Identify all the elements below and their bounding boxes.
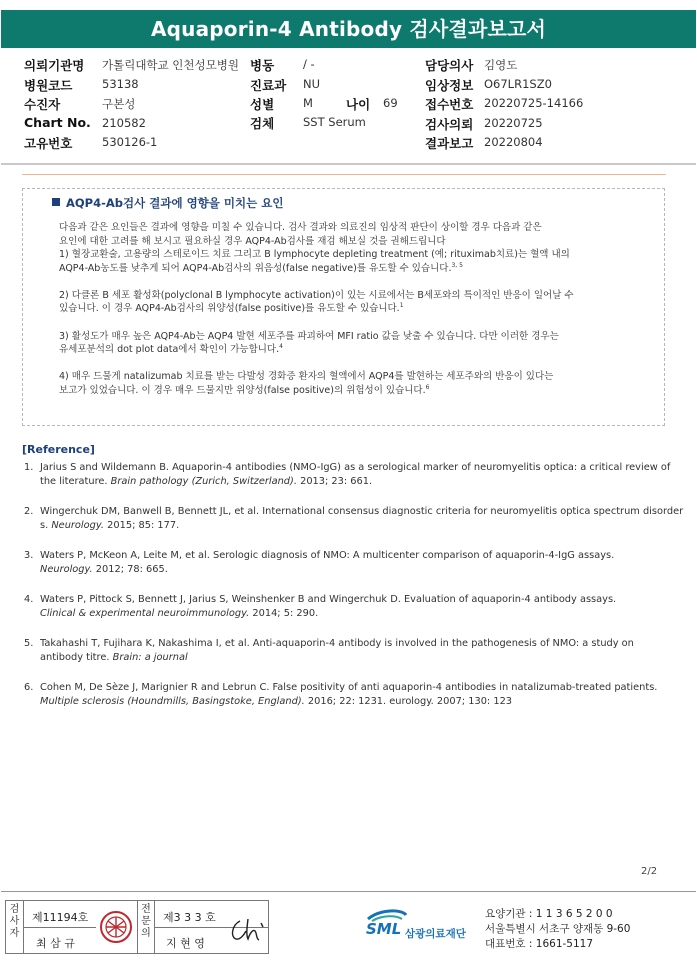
citation-superscript: 1 bbox=[399, 302, 404, 310]
specialist-label bbox=[137, 901, 155, 953]
reference-text: s. bbox=[40, 520, 52, 531]
reference-text: 2015; 85: 177. bbox=[104, 520, 180, 531]
notice-heading bbox=[48, 195, 287, 211]
reference-item bbox=[24, 549, 684, 577]
cell-divider bbox=[24, 927, 96, 928]
doctor-label: 담당의사 bbox=[425, 58, 474, 73]
notice-body bbox=[59, 221, 649, 411]
examiner-name: 최 삼 규 bbox=[36, 937, 75, 950]
footer-divider bbox=[1, 891, 696, 892]
reference-journal: Brain: a journal bbox=[112, 652, 188, 663]
reference-text: Jarius S and Wildemann B. Aquaporin-4 antibodies (NMO-IgG) as a serological marker of neuromyelitis optica: a critical review of bbox=[40, 462, 671, 473]
reference-text: Waters P, Pittock S, Bennett J, Jarius S, Weinshenker B and Wingerchuk D. Evaluation of aquaporin-4 antibody assays. bbox=[40, 594, 617, 605]
divider bbox=[1, 163, 696, 165]
clinical-label: 임상정보 bbox=[425, 78, 474, 93]
ward-label: 병동 bbox=[250, 58, 275, 73]
chart-label: Chart No. bbox=[24, 115, 91, 130]
reference-list bbox=[24, 461, 684, 725]
age-value: 69 bbox=[383, 96, 398, 110]
notice-line: 보고가 있었습니다. 이 경우 매우 드물지만 위양성(false positive)의 위험성이 있습니다. bbox=[59, 384, 426, 396]
receiver-label: 수진자 bbox=[24, 97, 61, 112]
request-label: 검사의뢰 bbox=[425, 117, 474, 132]
reference-item bbox=[24, 681, 684, 709]
reference-text: Cohen M, De Sèze J, Marignier R and Lebrun C. False positivity of anti aquaporin-4 antibodies in natalizumab-treated patients. bbox=[40, 682, 658, 693]
notice-item bbox=[59, 330, 649, 357]
patient-info bbox=[0, 56, 697, 151]
reference-journal: Clinical & experimental neuroimmunology. bbox=[40, 608, 250, 619]
dept-value: NU bbox=[303, 77, 321, 91]
receiver-value: 구본성 bbox=[102, 97, 136, 111]
notice-line: 3) 활성도가 매우 높은 AQP4-Ab는 AQP4 발현 세포주를 파괴하여 MFI ratio 값을 낮출 수 있습니다. 다만 이러한 경우는 bbox=[59, 330, 559, 342]
institution-label: 의뢰기관명 bbox=[24, 58, 85, 73]
reference-journal: Neurology. bbox=[40, 564, 93, 575]
notice-line: AQP4-Ab농도를 낮추게 되어 AQP4-Ab검사의 위음성(false negative)를 유도할 수 있습니다. bbox=[59, 262, 452, 274]
examiner-license: 제11194호 bbox=[32, 911, 89, 924]
citation-superscript: 6 bbox=[425, 383, 430, 391]
reference-number: 1. bbox=[24, 462, 34, 473]
signature-icon bbox=[226, 913, 266, 947]
specialist-label-text: 전문의 bbox=[141, 904, 151, 939]
report-title: Aquaporin-4 Antibody 검사결과보고서 bbox=[1, 10, 696, 48]
reference-item bbox=[24, 593, 684, 621]
reference-item bbox=[24, 461, 684, 489]
unique-value: 530126-1 bbox=[102, 135, 158, 149]
citation-superscript: 3, 5 bbox=[451, 261, 463, 269]
reference-text: 2012; 78: 665. bbox=[92, 564, 168, 575]
reference-text: antibody titre. bbox=[40, 652, 113, 663]
notice-item bbox=[59, 289, 649, 316]
examiner-label bbox=[6, 901, 24, 953]
reference-text: 2013; 23: 661. bbox=[296, 476, 373, 487]
notice-item bbox=[59, 370, 649, 397]
reference-number: 2. bbox=[24, 506, 34, 517]
hospital-code-label: 병원코드 bbox=[24, 78, 73, 93]
reference-journal: Brain pathology (Zurich, Switzerland). bbox=[110, 476, 297, 487]
page-number: 2/2 bbox=[641, 866, 658, 877]
notice-title-text: AQP4-Ab검사 결과에 영향을 미치는 요인 bbox=[66, 196, 284, 210]
specimen-label: 검체 bbox=[250, 116, 275, 131]
receipt-label: 접수번호 bbox=[425, 97, 474, 112]
specialist-name: 지 현 영 bbox=[166, 937, 205, 950]
notice-line: 2) 다클론 B 세포 활성화(polyclonal B lymphocyte activation)이 있는 시료에서는 B세포와의 특이적인 반응이 일어날 수 bbox=[59, 289, 574, 301]
specialist-license: 제3 3 3 호 bbox=[163, 911, 216, 924]
sex-value: M bbox=[303, 96, 313, 110]
notice-section bbox=[22, 188, 665, 426]
notice-line: 유세포분석의 dot plot data에서 확인이 가능합니다. bbox=[59, 344, 280, 356]
org-name: 삼광의료재단 bbox=[405, 928, 466, 940]
ward-value: / - bbox=[303, 57, 315, 71]
institution-value: 가톨릭대학교 인천성모병원 bbox=[102, 58, 239, 72]
reference-text: 2014; 5: 290. bbox=[249, 608, 319, 619]
receipt-value: 20220725-14166 bbox=[484, 96, 584, 110]
notice-line: 다음과 같은 요인들은 결과에 영향을 미칠 수 있습니다. 검사 결과와 의료진의 임상적 판단이 상이할 경우 다음과 같은 bbox=[59, 222, 542, 233]
citation-superscript: 4 bbox=[279, 343, 283, 351]
age-label: 나이 bbox=[346, 97, 371, 112]
org-phone: 대표번호 : 1661-5117 bbox=[485, 938, 594, 950]
hospital-code-value: 53138 bbox=[102, 77, 139, 91]
reference-text: Waters P, McKeon A, Leite M, et al. Serologic diagnosis of NMO: A multicenter comparison of aquaporin-4-IgG assays. bbox=[40, 550, 615, 561]
notice-line: 1) 혈장교환술, 고용량의 스테로이드 치료 그리고 B lymphocyte depleting treatment (예; rituximab치료)는 혈액 내의 bbox=[59, 249, 570, 261]
sml-logo-text: SML bbox=[366, 920, 402, 938]
care-code: 요양기관 : 1 1 3 6 5 2 0 0 bbox=[485, 908, 613, 920]
notice-line: 요인에 대한 고려를 해 보시고 필요하실 경우 AQP4-Ab검사를 재검 해보실 것을 권해드립니다 bbox=[59, 235, 446, 247]
reference-text: 2016; 22: 1231. eurology. 2007; 130: 123 bbox=[304, 696, 513, 707]
square-bullet-icon bbox=[52, 198, 60, 206]
reference-number: 3. bbox=[24, 550, 34, 561]
notice-intro bbox=[59, 221, 649, 275]
report-value: 20220804 bbox=[484, 135, 543, 149]
org-address: 서울특별시 서초구 양재동 9-60 bbox=[485, 923, 631, 935]
divider-orange bbox=[22, 174, 666, 175]
clinical-value: O67LR1SZ0 bbox=[484, 77, 552, 91]
org-info bbox=[485, 907, 630, 952]
reference-number: 6. bbox=[24, 682, 34, 693]
sex-label: 성별 bbox=[250, 97, 275, 112]
notice-line: 4) 매우 드물게 natalizumab 치료를 받는 다발성 경화증 환자의 혈액에서 AQP4를 발현하는 세포주와의 반응이 있다는 bbox=[59, 371, 554, 383]
signature-box bbox=[5, 900, 269, 954]
specimen-value: SST Serum bbox=[303, 115, 366, 129]
report-label: 결과보고 bbox=[425, 136, 474, 151]
request-value: 20220725 bbox=[484, 116, 543, 130]
reference-text: Wingerchuk DM, Banwell B, Bennett JL, et al. International consensus diagnostic criteria for neuromyelitis optica spectrum disorder bbox=[40, 506, 684, 517]
notice-line: 있습니다. 이 경우 AQP4-Ab검사의 위양성(false positive)를 유도할 수 있습니다. bbox=[59, 303, 400, 315]
reference-number: 4. bbox=[24, 594, 34, 605]
reference-number: 5. bbox=[24, 638, 34, 649]
reference-item bbox=[24, 505, 684, 533]
reference-item bbox=[24, 637, 684, 665]
reference-journal: Neurology. bbox=[51, 520, 105, 531]
unique-label: 고유번호 bbox=[24, 136, 73, 151]
reference-text: Takahashi T, Fujihara K, Nakashima I, et al. Anti-aquaporin-4 antibody is involved in the pathogenesis of NMO: a study on bbox=[40, 638, 634, 649]
doctor-value: 김영도 bbox=[484, 58, 518, 72]
reference-text: the literature. bbox=[40, 476, 111, 487]
examiner-label-text: 검사자 bbox=[9, 904, 20, 939]
dept-label: 진료과 bbox=[250, 78, 287, 93]
reference-journal: Multiple sclerosis (Houndmills, Basingstoke, England). bbox=[40, 696, 305, 707]
seal-stamp-icon bbox=[99, 909, 133, 945]
reference-heading: [Reference] bbox=[22, 443, 95, 456]
chart-value: 210582 bbox=[102, 116, 146, 130]
